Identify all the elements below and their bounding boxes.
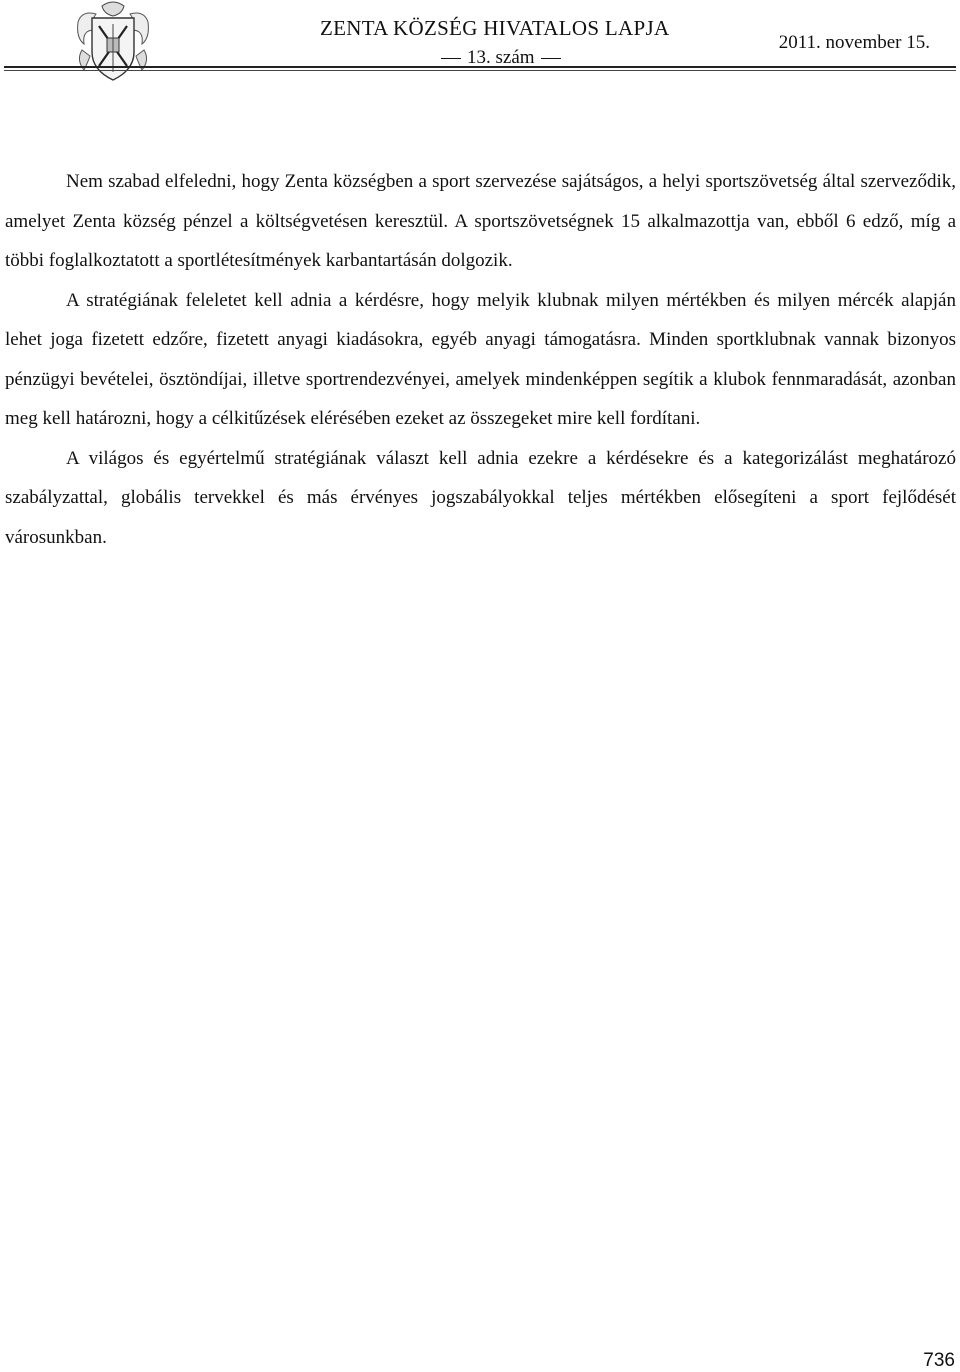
- issue-label: 13. szám: [467, 47, 535, 68]
- paragraph: A világos és egyértelmű stratégiának választ kell adnia ezekre a kérdésekre és a kategorizálást meghatározó szabályzattal, globális tervekkel és más érvényes jogszabályokkal teljes mértékben elősegíteni a sport fejlődését városunkban.: [5, 447, 956, 548]
- header-rule-thick: [4, 66, 956, 68]
- paragraph: A stratégiának feleletet kell adnia a kérdésre, hogy melyik klubnak milyen mértékben és milyen mércék alapján lehet joga fizetett edzőre, fizetett anyagi kiadásokra, egyéb anyagi támogatásra. Minden sportklubnak vannak bizonyos pénzügyi bevételei, ösztöndíjai, illetve sportrendezvényei, amelyek mindenképpen segítik a klubok fennmaradását, azonban meg kell határozni, hogy a célkitűzések elérésében ezeket az összegeket mire kell fordítani.: [5, 289, 956, 429]
- page-number: 736: [923, 1350, 955, 1371]
- dash-right: [541, 58, 561, 59]
- paragraph: Nem szabad elfeledni, hogy Zenta községben a sport szervezése sajátságos, a helyi sportszövetség által szerveződik, amelyet Zenta község pénzel a költségvetésen keresztül. A sportszövetségnek 15 alkalmazottja van, ebből 6 edző, míg a többi foglalkoztatott a sportlétesítmények karbantartásán dolgozik.: [5, 171, 956, 271]
- dash-left: [441, 58, 461, 59]
- coat-of-arms-icon: [72, 0, 154, 84]
- publication-date: 2011. november 15.: [778, 32, 930, 53]
- publication-title: ZENTA KÖZSÉG HIVATALOS LAPJA: [320, 16, 670, 40]
- header-rule-thin: [4, 70, 956, 71]
- page-header: [0, 0, 960, 80]
- document-body: [5, 162, 956, 557]
